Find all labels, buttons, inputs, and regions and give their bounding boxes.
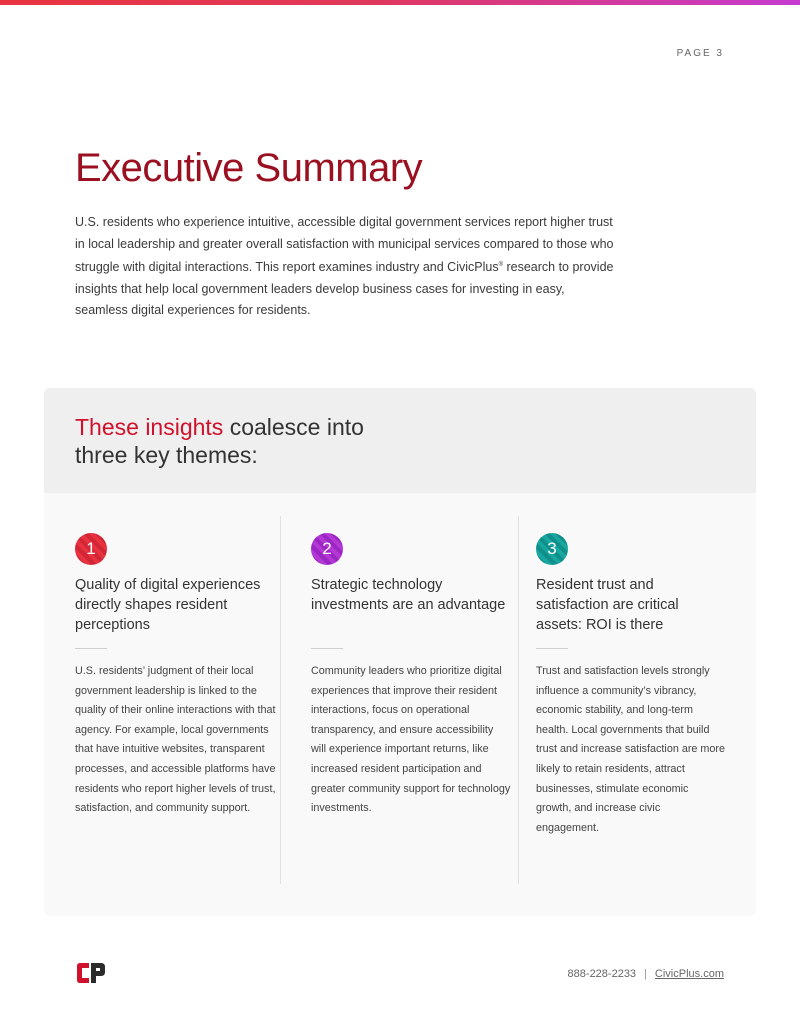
theme-body-1: U.S. residents’ judgment of their local government leadership is linked to the quality of their online interactions with that agency. For example, local governments that have intuitive websites, transparent processes, and accessible platforms have residents who report higher levels of trust, satisfaction, and community support.: [75, 665, 276, 815]
footer-separator: |: [644, 968, 647, 980]
theme-heading-2: Strategic technology investments are an advantage: [311, 577, 506, 613]
page-title: Executive Summary: [75, 146, 423, 190]
theme-divider-rule: [311, 648, 343, 649]
insights-title-line2: three key themes:: [75, 442, 258, 468]
intro-text-end: research to provide insights that help local government leaders develop business cases for investing in easy, seamless digital experiences for residents.: [75, 260, 614, 318]
column-divider: [280, 516, 281, 884]
insights-header: [44, 388, 756, 493]
theme-column-1: [75, 516, 280, 884]
theme-heading-1: Quality of digital experiences directly shapes resident perceptions: [75, 577, 261, 633]
footer-website-link[interactable]: CivicPlus.com: [654, 968, 724, 980]
insights-title-rest: coalesce into: [223, 414, 364, 440]
insights-title: [75, 413, 364, 469]
theme-column-3: [536, 516, 726, 884]
registered-mark: ®: [498, 262, 503, 268]
number-badge-2: 2: [311, 533, 343, 565]
theme-body-2: Community leaders who prioritize digital experiences that improve their resident interactions, focus on operational transparency, and ensure accessibility will experience important returns, like increased resident participation and greater community support for technology investments.: [311, 665, 511, 815]
number-badge-1: 1: [75, 533, 107, 565]
top-gradient-bar: [0, 0, 800, 5]
theme-column-2: [311, 516, 511, 884]
insights-panel: [44, 388, 756, 916]
theme-divider-rule: [75, 648, 107, 649]
number-badge-3: 3: [536, 533, 568, 565]
civicplus-logo-icon: [75, 962, 107, 984]
insights-title-accent: These insights: [75, 414, 224, 440]
page-number: PAGE 3: [676, 48, 724, 59]
theme-body-3: Trust and satisfaction levels strongly influence a community’s vibrancy, economic stability, and long-term health. Local governments that build trust and increase satisfaction are more likely to retain residents, attract businesses, stimulate economic growth, and increase civic engagement.: [536, 665, 726, 834]
theme-divider-rule: [536, 648, 568, 649]
column-divider: [518, 516, 519, 884]
theme-heading-3: Resident trust and satisfaction are critical assets: ROI is there: [536, 577, 679, 633]
intro-text-start: U.S. residents who experience intuitive, accessible digital government services report higher trust in local leadership and greater overall satisfaction with municipal services compared to those who struggle with digital interactions. This report examines industry and CivicPlus: [75, 215, 614, 275]
footer-contact: [568, 968, 724, 980]
footer-phone: 888-228-2233: [567, 968, 637, 980]
intro-paragraph: [75, 212, 620, 322]
